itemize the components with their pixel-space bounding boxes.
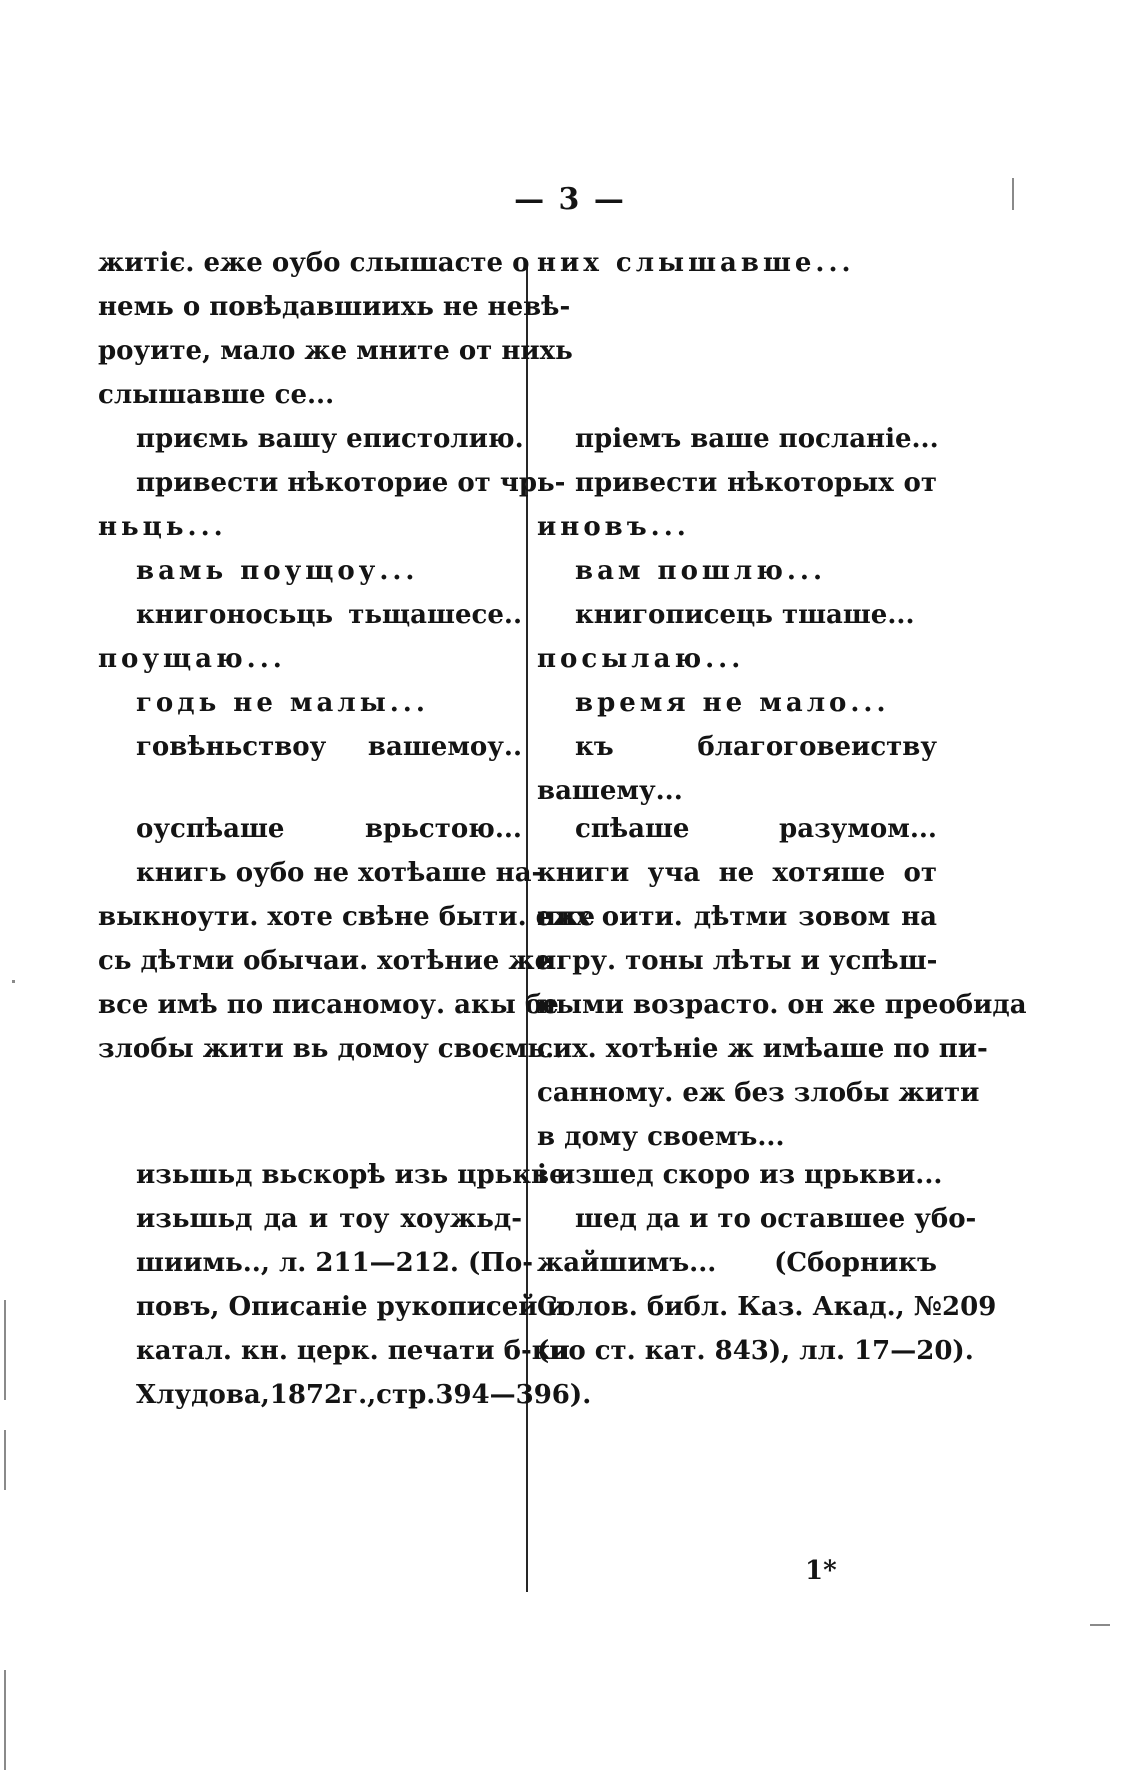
right-line: ными возрасто. он же преобида — [537, 990, 1027, 1020]
left-line: немь о повѣдавшиихь не невѣ- — [98, 292, 571, 322]
left-line: все имѣ по писаномоу. акы бе — [98, 990, 559, 1020]
right-line: время не мало... — [575, 688, 890, 718]
right-line: жайшимъ... (Сборникъ — [537, 1248, 937, 1278]
right-line: них оити. дѣтми зовом на — [537, 902, 937, 932]
right-line: привести нѣкоторых от — [575, 468, 937, 498]
left-line: сь дѣтми обычаи. хотѣние же — [98, 946, 552, 976]
scan-edge-mark — [1090, 1624, 1110, 1626]
left-line: вамь поущоу... — [136, 556, 419, 586]
scan-edge-mark — [4, 1430, 6, 1490]
left-line: привести нѣкоторие от чрь- — [136, 468, 566, 498]
left-line: повъ, Описаніе рукописей и — [136, 1292, 566, 1322]
left-line: катал. кн. церк. печати б-ки — [136, 1336, 570, 1366]
left-line: выкноути. хоте свѣне быти. еже — [98, 902, 596, 932]
right-line: сих. хотѣніе ж имѣаше по пи- — [537, 1034, 988, 1064]
right-line: книги учa не хотяше от — [537, 858, 937, 888]
right-line: книгописець тшаше... — [575, 600, 915, 630]
left-line: ньць... — [98, 512, 227, 542]
right-line: посылаю... — [537, 644, 745, 674]
page-number: — 3 — — [514, 182, 626, 217]
left-line: житіє. еже оубо слышасте о — [98, 248, 530, 278]
scan-edge-mark — [4, 1670, 6, 1770]
left-line: изьшьд да и тоу хоужьд- — [136, 1204, 522, 1234]
right-line: шед да и то оставшее убо- — [575, 1204, 977, 1234]
right-line: вам пошлю... — [575, 556, 827, 586]
right-line: вашему... — [537, 776, 683, 806]
right-line: спѣаше разумом... — [575, 814, 937, 844]
left-line: злобы жити вь домоу своємь.. — [98, 1034, 564, 1064]
right-line: пріемъ ваше посланіе... — [575, 424, 939, 454]
left-line: приємь вашу епистолию. — [136, 424, 524, 454]
right-line: санному. еж без злобы жити — [537, 1078, 980, 1108]
right-line: (по ст. кат. 843), лл. 17—20). — [537, 1336, 974, 1366]
left-line: говѣньствоу вашемоу.. — [136, 732, 522, 762]
right-line: в дому своемъ... — [537, 1122, 785, 1152]
left-line: шиимь.., л. 211—212. (По- — [136, 1248, 534, 1278]
right-line: і изшед скоро из црькви... — [537, 1160, 943, 1190]
right-line: къ благоговеиству — [575, 732, 937, 762]
right-line: иновъ... — [537, 512, 690, 542]
scan-edge-mark — [4, 1300, 6, 1400]
left-line: поущаю... — [98, 644, 286, 674]
right-line: Солов. библ. Каз. Акад., №209 — [537, 1292, 997, 1322]
left-line: изьшьд вьскорѣ изь црькве. — [136, 1160, 575, 1190]
left-line: Хлудова,1872г.,стр.394—396). — [136, 1380, 592, 1410]
left-line: годь не малы... — [136, 688, 429, 718]
left-line: слышавше се... — [98, 380, 335, 410]
left-line: роуите, мало же мните от нихь — [98, 336, 573, 366]
scan-edge-mark — [1012, 178, 1014, 210]
left-line: книгоносьць тьщашесе.. — [136, 600, 522, 630]
left-line: книгь оубо не хотѣаше на- — [136, 858, 543, 888]
right-line: них слышавше... — [537, 248, 855, 278]
signature-mark: 1* — [805, 1556, 837, 1586]
right-line: игру. тоны лѣты и успѣш- — [537, 946, 938, 976]
scan-edge-mark — [12, 980, 15, 983]
left-line: оуспѣаше врьстою... — [136, 814, 522, 844]
